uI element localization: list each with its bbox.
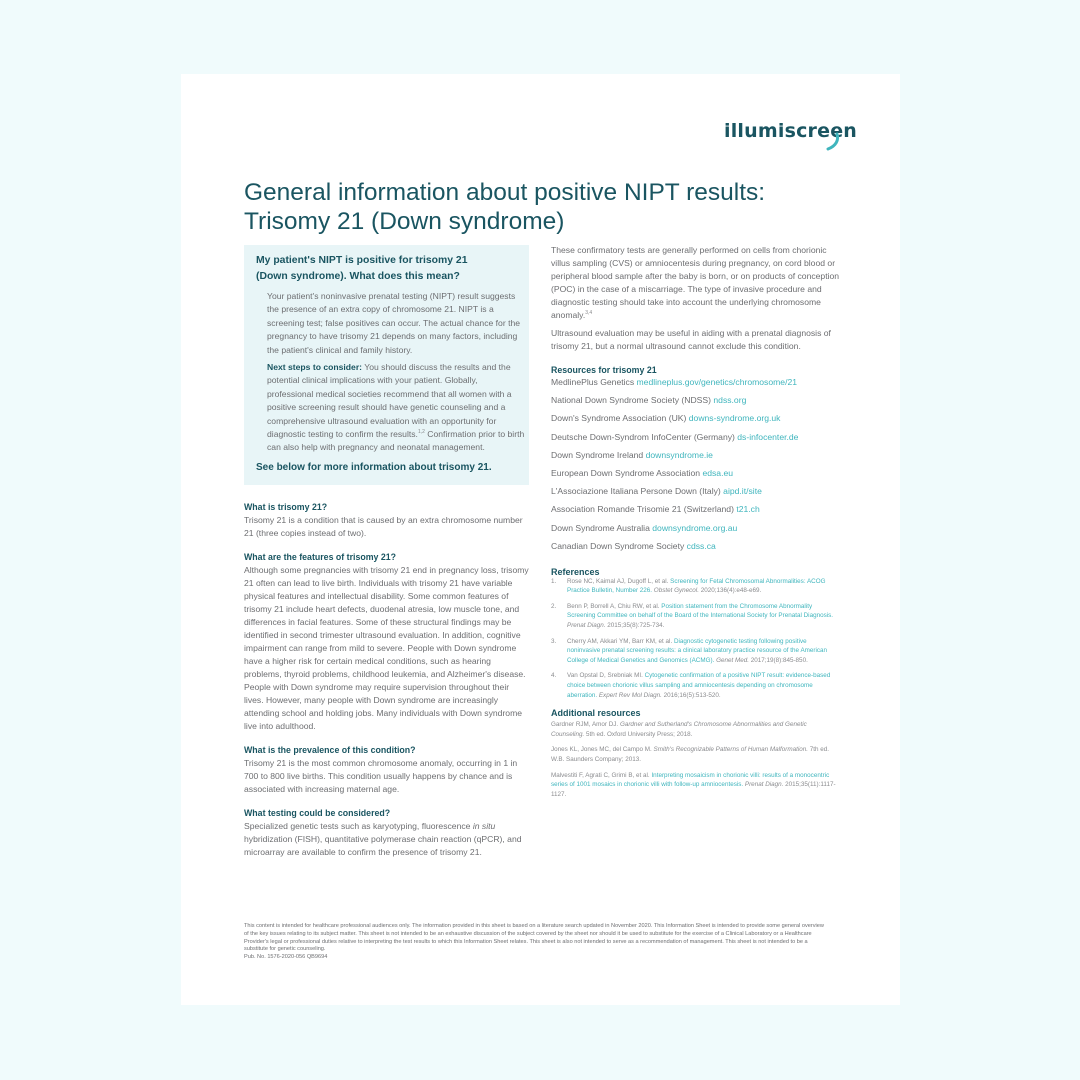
callout-footer: See below for more information about trisomy 21.	[256, 462, 492, 473]
section-text	[244, 820, 529, 859]
reference-journal: Expert Rev Mol Diagn.	[597, 691, 662, 699]
text-italic: in situ	[472, 821, 496, 831]
reference-link[interactable]: Screening for Fetal Chromosomal Abnormalities: ACOG Practice Bulletin, Number 226.	[567, 577, 826, 595]
reference-body	[567, 671, 841, 700]
additional-resources-heading: Additional resources	[551, 708, 641, 719]
resource-item	[551, 412, 841, 424]
section-prevalence	[244, 744, 529, 796]
resources-list	[551, 376, 841, 552]
section-heading: What testing could be considered?	[244, 808, 391, 818]
resource-title: Gardner and Sutherland's Chromosome Abnormalities and Genetic Counseling.	[551, 721, 807, 738]
resource-item	[551, 503, 841, 515]
reference-journal: Prenat Diagn.	[567, 622, 606, 630]
reference-authors: Van Opstal D, Srebniak MI.	[567, 672, 645, 680]
page-title	[244, 178, 864, 236]
resource-name: European Down Syndrome Association	[551, 467, 703, 478]
resource-authors: Gardner RJM, Amor DJ.	[551, 721, 620, 729]
reference-link[interactable]: Diagnostic cytogenetic testing following positive noninvasive prenatal screening results: a clinical laboratory practice resource of the American College of Medical Genetics and Genomics (ACMG).	[567, 637, 828, 664]
title-line-1: General information about positive NIPT results:	[244, 179, 766, 206]
reference-authors: Cherry AM, Akkari YM, Barr KM, et al.	[567, 637, 674, 645]
section-heading: What is trisomy 21?	[244, 502, 328, 512]
section-heading: What is the prevalence of this condition?	[244, 745, 416, 755]
next-steps-tail: Confirmation prior to birth can also help with pregnancy and neonatal management.	[267, 429, 525, 453]
resource-rest: 7th ed. W.B. Saunders Company; 2013.	[551, 746, 830, 763]
citation-sup: 3,4	[585, 310, 593, 317]
disclaimer	[244, 923, 824, 962]
info-sheet-page	[181, 74, 900, 1005]
reference-number: 1.	[551, 577, 557, 585]
reference-item	[551, 577, 841, 596]
resource-link[interactable]: t21.ch	[736, 504, 760, 515]
text-part: Specialized genetic tests such as karyotyping, fluorescence	[244, 821, 473, 831]
resource-journal: Prenat Diagn.	[743, 781, 784, 789]
resource-item	[551, 376, 841, 388]
resource-name: MedlinePlus Genetics	[551, 377, 637, 387]
resource-item	[551, 522, 841, 534]
reference-authors: Rose NC, Kaimal AJ, Dugoff L, et al.	[567, 577, 671, 585]
next-steps-label: Next steps to consider:	[267, 362, 363, 373]
reference-body	[567, 637, 841, 666]
resource-link[interactable]: ndss.org	[713, 395, 747, 406]
left-column	[244, 501, 529, 870]
callout-heading-line-2: (Down syndrome). What does this mean?	[256, 271, 460, 282]
reference-authors: Benn P, Borrell A, Chiu RW, et al.	[567, 602, 662, 610]
resource-name: National Down Syndrome Society (NDSS)	[551, 395, 714, 406]
resource-item	[551, 485, 841, 497]
next-steps-text: You should discuss the results and the potential clinical implications with your patient. Globally, professional medical societies recommend that all women with a positive screening result should have genetic counseling and a comprehensive ultrasound evaluation with an opportunity for diagnostic testing to confirm the results.	[267, 362, 512, 440]
right-column	[551, 244, 841, 805]
resource-name: Canadian Down Syndrome Society	[551, 540, 687, 551]
resources-heading: Resources for trisomy 21	[551, 365, 657, 375]
reference-item	[551, 637, 841, 666]
reference-number: 2.	[551, 602, 557, 610]
resource-authors: Jones KL, Jones MC, del Campo M.	[551, 746, 654, 754]
paragraph-text: These confirmatory tests are generally performed on cells from chorionic villus sampling (CVS) or amniocentesis during pregnancy, on cord blood or peripheral blood sample after the baby is born, or on products of conception (POC) in the case of a miscarriage. The type of invasive procedure and diagnostic testing should take into account the underlying chromosome anomaly.	[551, 245, 840, 320]
reference-citation: 2017;19(8):845-850.	[749, 656, 808, 664]
logo-swoosh-icon	[825, 132, 843, 152]
section-text: Trisomy 21 is a condition that is caused by an extra chromosome number 21 (three copies instead of two).	[244, 515, 523, 538]
resource-item	[551, 449, 841, 461]
reference-item	[551, 671, 841, 700]
resource-item	[551, 540, 841, 552]
callout-heading-line-1: My patient's NIPT is positive for trisomy 21	[256, 255, 468, 266]
resource-name: Down Syndrome Ireland	[551, 449, 646, 460]
reference-body	[567, 577, 841, 596]
reference-journal: Genet Med.	[714, 656, 749, 664]
resource-item	[551, 394, 841, 406]
reference-journal: Obstet Gynecol.	[652, 587, 699, 595]
title-line-2: Trisomy 21 (Down syndrome)	[244, 208, 565, 235]
resource-name: Association Romande Trisomie 21 (Switzerland)	[551, 504, 737, 515]
next-steps-paragraph	[267, 361, 525, 455]
resource-link[interactable]: aipd.it/site	[723, 486, 762, 497]
confirmatory-tests-paragraph	[551, 244, 841, 322]
section-features	[244, 551, 529, 733]
resource-authors: Malvestiti F, Agrati C, Grimi B, et al.	[551, 771, 652, 779]
resource-rest: 2015;35(11):1117-1127.	[551, 781, 836, 798]
resource-name: Down Syndrome Australia	[551, 522, 653, 533]
citation-sup: 1,2	[417, 429, 425, 436]
callout-body	[267, 290, 525, 459]
resource-link[interactable]: medlineplus.gov/genetics/chromosome/21	[636, 377, 798, 387]
references-list	[551, 577, 841, 701]
resource-link[interactable]: downs-syndrome.org.uk	[688, 413, 781, 424]
additional-resource-item	[551, 771, 841, 800]
ultrasound-paragraph: Ultrasound evaluation may be useful in aiding with a prenatal diagnosis of trisomy 21, but a normal ultrasound cannot exclude this condition.	[551, 328, 831, 351]
reference-link[interactable]: Position statement from the Chromosome Abnormality Screening Committee on behalf of the Board of the International Society for Prenatal Diagnosis.	[567, 602, 834, 620]
additional-resource-item	[551, 720, 841, 739]
resource-item	[551, 431, 841, 443]
additional-resource-item	[551, 745, 841, 764]
resource-link[interactable]: edsa.eu	[702, 467, 734, 478]
resource-link[interactable]: Interpreting mosaicism in chorionic villi: results of a monocentric series of 1001 mosaics in chorionic villi with follow-up amniocentesis.	[551, 771, 830, 789]
section-testing	[244, 807, 529, 859]
resource-link[interactable]: ds-infocenter.de	[737, 431, 799, 442]
resource-name: L'Associazione Italiana Persone Down (Italy)	[551, 486, 724, 497]
illumiscreen-logo: illumiscreen	[724, 120, 858, 142]
section-heading: What are the features of trisomy 21?	[244, 552, 397, 562]
reference-citation: 2016;16(5):513-520.	[661, 691, 721, 699]
reference-item	[551, 602, 841, 631]
reference-number: 4.	[551, 672, 557, 680]
resource-rest: 5th ed. Oxford University Press; 2018.	[584, 730, 693, 738]
additional-resources-list	[551, 720, 841, 799]
callout-paragraph: Your patient's noninvasive prenatal testing (NIPT) result suggests the presence of an extra copy of chromosome 21. NIPT is a screening test; false positives can occur. The actual chance for the pregnancy to have trisomy 21 depends on many factors, including the patient's clinical and family history.	[267, 291, 521, 355]
resource-link[interactable]: downsyndrome.org.au	[652, 522, 738, 533]
reference-number: 3.	[551, 637, 557, 645]
reference-link[interactable]: Cytogenetic confirmation of a positive NIPT result: evidence-based choice between chorionic villus sampling and amniocentesis depending on chromosome aberration.	[567, 672, 831, 699]
resource-name: Down's Syndrome Association (UK)	[551, 413, 689, 424]
resource-item	[551, 467, 841, 479]
disclaimer-text: This content is intended for healthcare professional audiences only. The information provided in this sheet is based on a literature search updated in November 2020. This Information Sheet is intended to provide some general overview of the key issues relating to its subject matter. This sheet is not intended to be an exhaustive discussion of the subject covered by the sheet nor should it be used to substitute for the exercise of a Clinical Laboratory or a Healthcare Provider's legal or professional duties relative to interpreting the test results to which this Information Sheet relates. This sheet is also not intended to serve as a recommendation of management. This sheet is not intended to be a substitute for genetic counseling.	[244, 923, 824, 953]
callout-box	[244, 245, 529, 485]
reference-body	[567, 602, 841, 631]
reference-citation: 2015;35(8):725-734.	[605, 622, 665, 630]
callout-heading	[256, 253, 521, 285]
section-what-is	[244, 501, 529, 540]
section-text: Trisomy 21 is the most common chromosome anomaly, occurring in 1 in 700 to 800 live births. This condition usually happens by chance and is associated with increasing maternal age.	[244, 758, 518, 794]
resource-link[interactable]: downsyndrome.ie	[645, 449, 713, 460]
resource-link[interactable]: cdss.ca	[686, 540, 716, 551]
references-heading: References	[551, 566, 600, 577]
resource-name: Deutsche Down-Syndrom InfoCenter (Germany)	[551, 431, 738, 442]
text-part: hybridization (FISH), quantitative polymerase chain reaction (qPCR), and microarray are available to confirm the presence of trisomy 21.	[244, 834, 522, 857]
pub-number: Pub. No. 1576-2020-056 QB9694	[244, 954, 328, 961]
resource-title: Smith's Recognizable Patterns of Human Malformation.	[653, 746, 809, 754]
reference-citation: 2020;136(4):e48-e69.	[698, 587, 762, 595]
section-text: Although some pregnancies with trisomy 21 end in pregnancy loss, trisomy 21 often can lead to live birth. Individuals with trisomy 21 have variable physical features and intellectual disability. Some common features of trisomy 21 include heart defects, duodenal atresia, low muscle tone, and differences in facial features. Some of these structural findings may be identified in second trimester ultrasound evaluation. In addition, cognitive impairment can range from mild to severe. People with Down syndrome have a higher risk for certain medical conditions, such as hearing problems, thyroid problems, childhood leukemia, and Alzheimer's disease. People with Down syndrome may require supervision throughout their lives. However, many people with Down syndrome are increasingly attending school and holding jobs. Many individuals with Down syndrome live into adulthood.	[244, 565, 529, 731]
